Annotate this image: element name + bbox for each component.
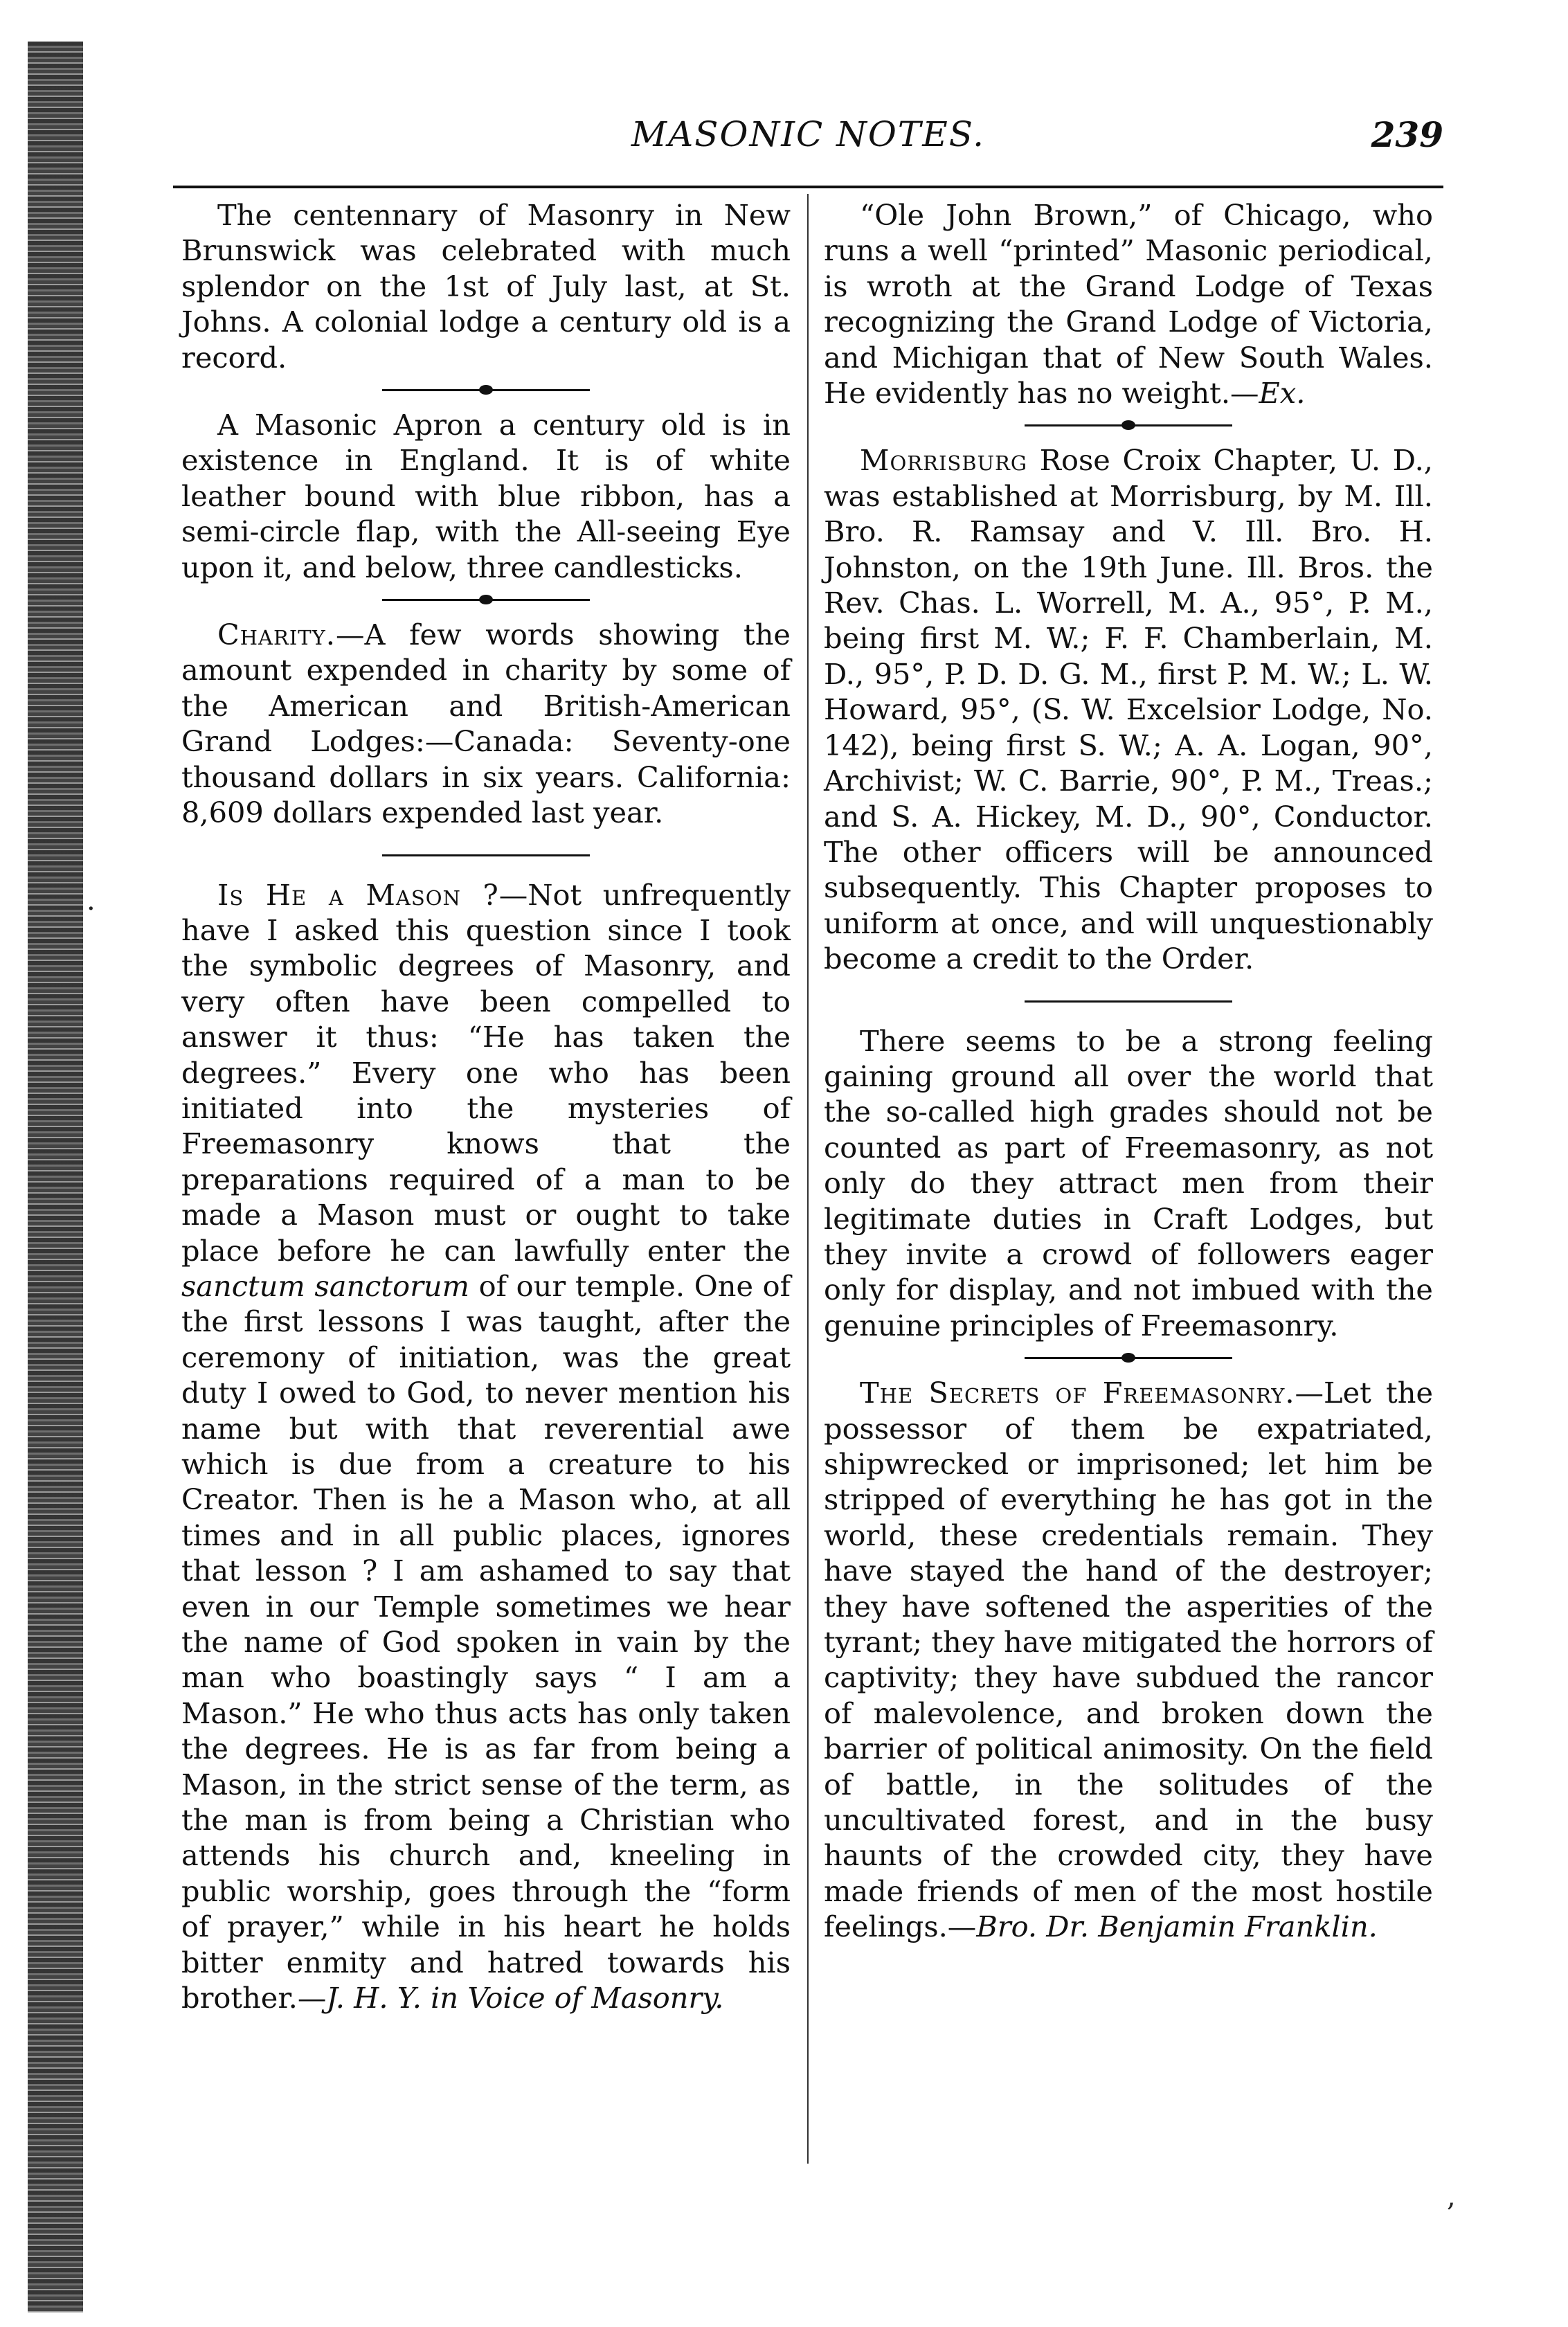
- ornament-divider: [382, 379, 590, 400]
- note-new-brunswick-centennary: The centennary of Masonry in New Brunswick was celebrated with much splendor on the 1st of July last, at St. Johns. A colonial lodge a century old is a record.: [181, 198, 791, 375]
- note-charity-heading: Charity.: [217, 618, 336, 652]
- note-secrets-heading: The Secrets of Freemasonry.: [860, 1376, 1295, 1410]
- ornament-divider: [1025, 1347, 1232, 1368]
- stray-print-mark: ,: [1447, 2181, 1456, 2213]
- note-ole-john-brown-signature: Ex.: [1259, 376, 1306, 411]
- note-is-he-a-mason-body: —Not unfrequently have I asked this question since I took the symbolic degrees of Masonry, and very often have been compelled to answer it thus: “He has taken the degrees.” Every one who has been initiated into the mysteries of Freemasonry knows that the preparations required of a man to be made a Mason must or ought to take place before he can lawfully enter the: [181, 877, 791, 1268]
- note-masonic-apron: A Masonic Apron a century old is in existence in England. It is of white leather bound with blue ribbon, has a semi-circle flap, with the All-seeing Eye upon it, and below, three candlesticks.: [181, 408, 791, 584]
- note-ole-john-brown-body: “Ole John Brown,” of Chicago, who runs a well “printed” Masonic periodical, is wroth at the Grand Lodge of Texas recognizing the Grand Lodge of Victoria, and Michigan that of New South Wales. He evidently has no weight.—: [824, 198, 1433, 411]
- stray-print-mark: ·: [87, 893, 96, 925]
- note-morrisburg-heading: Morrisburg: [860, 443, 1028, 478]
- running-title: MASONIC NOTES.: [631, 114, 986, 154]
- ornament-divider: [382, 589, 590, 610]
- ornament-divider: [1025, 415, 1232, 435]
- note-secrets-signature: Bro. Dr. Benjamin Franklin.: [976, 1910, 1378, 1944]
- page-binding-edge: [28, 42, 83, 2312]
- note-is-he-a-mason-body-cont: of our temple. One of the first lessons I was taught, after the ceremony of initiation, was the great duty I owed to God, to never mention his name but with that reverential awe which is due from a creature to his Creator. Then is he a Mason who, at all times and in all public places, ignores that lesson ? I am ashamed to say that even in our Temple sometimes we hear the name of God spoken in vain by the man who boastingly says “ I am a Mason.” He who thus acts has only taken the degrees. He is as far from being a Mason, in the strict sense of the term, as the man is from being a Christian who attends his church and, kneeling in public worship, goes through the “form of prayer,” while in his heart he holds bitter enmity and hatred towards his brother.—: [181, 1268, 791, 2015]
- note-secrets-of-freemasonry: [824, 1375, 1433, 1945]
- plain-rule-divider: [1025, 1000, 1232, 1003]
- note-morrisburg-chapter: [824, 442, 1433, 976]
- note-is-he-a-mason-signature: J. H. Y. in Voice of Masonry.: [326, 1981, 724, 2015]
- note-morrisburg-body: Rose Croix Chapter, U. D., was established at Morrisburg, by M. Ill. Bro. R. Ramsay and V. Ill. Bro. H. Johnston, on the 19th June. Ill. Bros. the Rev. Chas. L. Worrell, M. A., 95°, P. M., being first M. W.; F. F. Chamberlain, M. D., 95°, P. D. D. G. M., first P. M. W.; L. W. Howard, 95°, (S. W. Excelsior Lodge, No. 142), being first S. W.; A. A. Logan, 90°, Archivist; W. C. Barrie, 90°, P. M., Treas.; and S. A. Hickey, M. D., 90°, Conductor. The other officers will be announced subsequently. This Chapter proposes to uniform at once, and will unquestionably become a credit to the Order.: [824, 443, 1433, 976]
- latin-phrase: sanctum sanctorum: [181, 1268, 470, 1303]
- note-is-he-a-mason: [181, 877, 791, 2016]
- header-rule: [173, 186, 1443, 188]
- page-number: 239: [1371, 114, 1443, 155]
- note-high-grades: There seems to be a strong feeling gaining ground all over the world that the so-called high grades should not be counted as part of Freemasonry, as not only do they attract men from their legitimate duties in Craft Lodges, but they invite a crowd of followers eager only for display, and not imbued with the genuine principles of Freemasonry.: [824, 1023, 1433, 1342]
- note-secrets-body: —Let the possessor of them be expatriated, shipwrecked or imprisoned; let him be stripped of everything he has got in the world, these credentials remain. They have stayed the hand of the destroyer; they have softened the asperities of the tyrant; they have mitigated the horrors of captivity; they have subdued the rancor of malevolence, and broken down the barrier of political animosity. On the field of battle, in the solitudes of the uncultivated forest, and in the busy haunts of the crowded city, they have made friends of men of the most hostile feelings.—: [824, 1376, 1434, 1944]
- left-column: [181, 197, 791, 2016]
- column-divider: [807, 194, 809, 2164]
- page-header: [173, 114, 1443, 177]
- note-is-he-a-mason-heading: Is He a Mason ?: [217, 877, 499, 912]
- note-charity: [181, 617, 791, 830]
- note-ole-john-brown: [824, 197, 1433, 411]
- right-column: [824, 197, 1433, 1945]
- plain-rule-divider: [382, 854, 590, 856]
- note-charity-body: —A few words showing the amount expended in charity by some of the American and British-American Grand Lodges:—Canada: Seventy-one thousand dollars in six years. California: 8,609 dollars expended last year.: [181, 618, 791, 830]
